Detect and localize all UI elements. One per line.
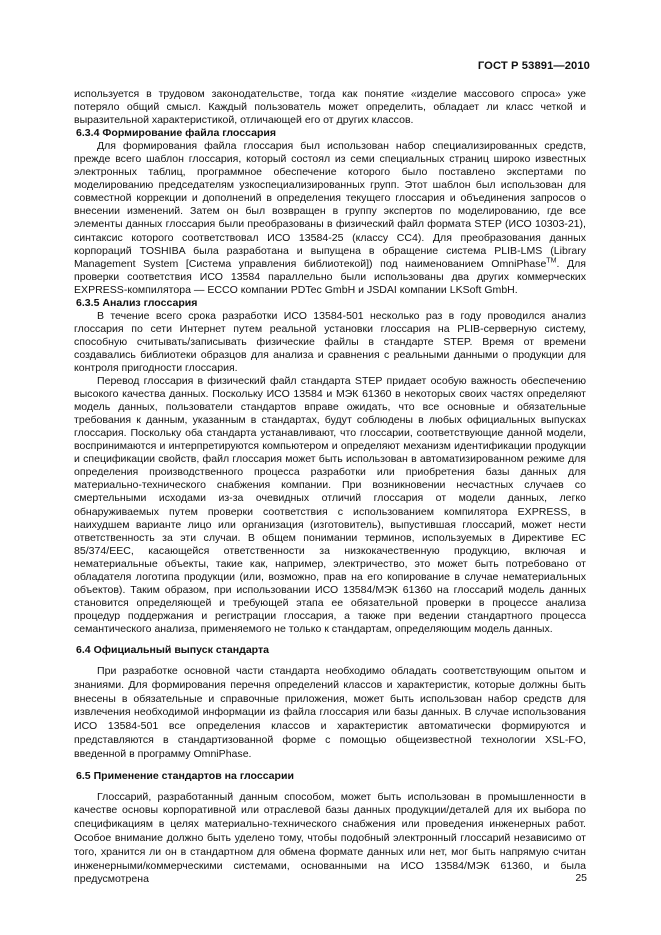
section-6-5-heading: 6.5 Применение стандартов на глоссарии xyxy=(76,769,294,782)
section-6-3-4-text-a: Для формирования файла глоссария был использован набор специализированных средств, прежде всего шаблон глоссария, который состоял из семи специальных страниц широко известных электронных таблиц, программное обеспечение которого было поставлено экспертами по моделированию председателям узкоспециализированных групп. Этот шаблон был использован для совместной коррекции и дополнений в определения текущего глоссария и объединения запросов о внесении изменений. Затем он был возвращен в группу экспертов по моделированию, где все элементы данных глоссария были преобразованы в физический файл формата STEP (ИСО 10303-21), синтаксис которого соответствовал ИСО 13584-25 (классу CC4). Для преобразования данных корпораций TOSHIBA была разработана и выпущена в обращение система PLIB-LMS (Library Management System [Система управления библиотекой]) под наименованием OmniPhase xyxy=(74,140,586,270)
section-6-3-4-heading: 6.3.4 Формирование файла глоссария xyxy=(76,127,277,140)
trademark-superscript: TM xyxy=(546,257,557,265)
section-6-3-5-paragraph-2: Перевод глоссария в физический файл стандарта STEP придает особую важность обеспечению высокого качества данных. Поскольку ИСО 13584 и МЭК 61360 в некоторых своих частях определяют модель данных, пользователи стандартов вправе ожидать, что все основные и обязательные требования к данным, указанным в стандартах, будут соблюдены в любых официальных выпусках глоссария. Поскольку оба стандарта устанавливают, что глоссарии, соответствующие данной модели, воспринимаются и интерпретируются компьютером и определяют механизм идентификации продукции и спецификации свойств, файл глоссария может быть использован в автоматизированном режиме для определения производственного процесса разработки или приобретения базы данных для материально-технического снабжения компании. При возникновении несчастных случаев со смертельными исходами из-за очевидных отличий глоссария от модели данных, легко обнаруживаемых путем проверки соответствия с использованием компилятора EXPRESS, в наихудшем варианте лицо или организация (изготовитель), выпустившая глоссарий, может нести ответственность за эти случаи. В общем понимании терминов, используемых в Директиве EC 85/374/EEC, касающейся ответственности за низкокачественную продукцию, включая и нематериальные объекты, такие как, например, электричество, это может быть потребовано от обладателя логотипа продукции (или, возможно, прав на его копирование в случае нематериальных объектов). Таким образом, при использовании ИСО 13584/МЭК 61360 на глоссарий модель данных становится определяющей и требующей этапа ее обязательной проверки в процессе анализа процедур поддержания и регистрации глоссария, а также при ведении стандартного процесса семантического анализа, применяемого не только к стандартам, определяющим модель данных. xyxy=(74,375,586,635)
section-6-4-heading: 6.4 Официальный выпуск стандарта xyxy=(76,643,270,656)
section-6-3-4-text-b: . Для проверки соответствия ИСО 13584 параллельно были использованы два других коммерческих EXPRESS-компилятора — ECCO компании PDTec GmbH и JSDAI компании LKSoft GmbH. xyxy=(74,257,586,296)
section-6-4-paragraph: При разработке основной части стандарта необходимо обладать соответствующим опытом и знаниями. Для формирования перечня определений классов и характеристик, которые должны быть внесены в обязательные и справочные приложения, может быть использован набор средств для извлечения необходимой информации из файла глоссария или базы данных. В случае использования ИСО 13584-501 все определения классов и характеристик автоматически формируются и представляются в стандартизованной форме с помощью общеизвестной технологии XSL-FO, введенной в программу OmniPhase. xyxy=(74,665,586,760)
section-6-3-5-heading: 6.3.5 Анализ глоссария xyxy=(76,296,198,309)
document-body xyxy=(74,88,586,887)
section-6-5-paragraph: Глоссарий, разработанный данным способом, может быть использован в промышленности в качестве основы корпоративной или отраслевой базы данных продукции/деталей для их выбора по спецификациям в целях материально-технического снабжения или проведения инженерных работ. Особое внимание должно быть уделено тому, чтобы подобный электронный глоссарий независимо от того, хранится ли он в стандартном для обмена формате данных или нет, мог быть напрямую считан инженерными/коммерческими системами, основанными на ИСО 13584/МЭК 61360, и была предусмотрена xyxy=(74,790,586,886)
section-6-3-5-paragraph-1: В течение всего срока разработки ИСО 13584-501 несколько раз в году проводился анализ глоссария по сети Интернет путем реальной установки глоссария на PLIB-серверную систему, способную считывать/записывать физические файлы в стандарте STEP. Время от времени создавались библиотеки образцов для анализа и сравнения с реальными данными о продукции для контроля пригодности глоссария. xyxy=(74,309,586,374)
page-number: 25 xyxy=(575,872,587,884)
document-header-standard: ГОСТ Р 53891—2010 xyxy=(477,60,590,72)
intro-paragraph: используется в трудовом законодательстве, тогда как понятие «изделие массового спроса» уже потеряло общий смысл. Каждый пользователь может определить, обладает ли класс четкой и выразительной характеристикой, отличающей его от других классов. xyxy=(74,88,586,127)
section-6-3-4-paragraph xyxy=(74,140,586,297)
